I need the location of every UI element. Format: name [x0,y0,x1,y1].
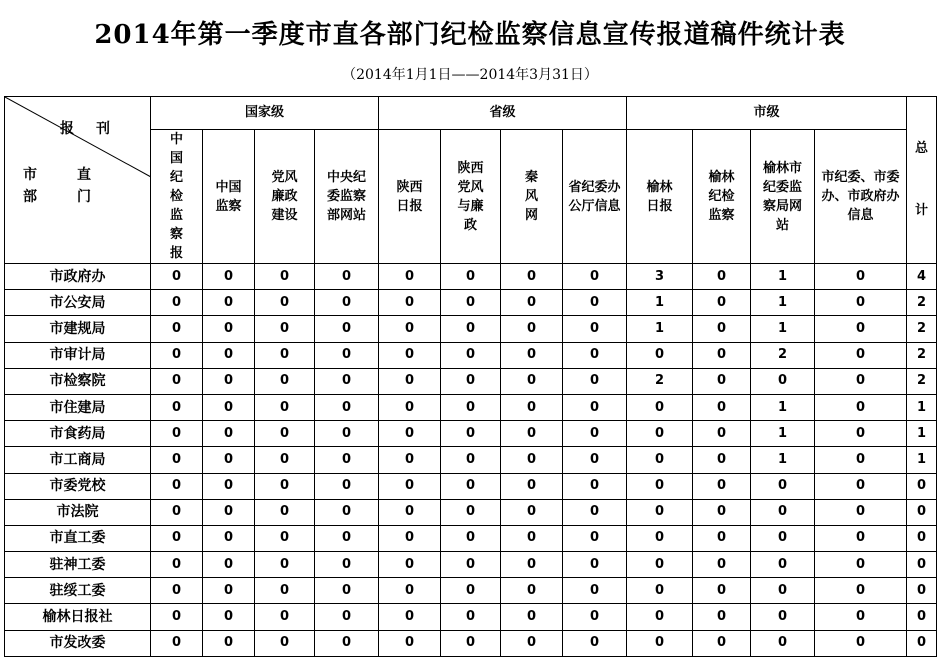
count-cell: 1 [751,290,815,316]
count-cell: 0 [501,394,563,420]
count-cell: 0 [441,447,501,473]
col-header: 中央纪委监察部网站 [315,130,379,264]
count-cell: 0 [563,473,627,499]
total-cell: 2 [907,316,937,342]
count-cell: 0 [315,525,379,551]
count-cell: 0 [501,421,563,447]
department-name: 市委党校 [5,473,151,499]
count-cell: 0 [379,525,441,551]
group-city: 市级 [627,97,907,130]
count-cell: 0 [693,447,751,473]
count-cell: 0 [501,604,563,630]
count-cell: 0 [315,394,379,420]
count-cell: 0 [751,630,815,656]
count-cell: 0 [751,578,815,604]
count-cell: 0 [563,394,627,420]
count-cell: 1 [751,264,815,290]
count-cell: 0 [441,421,501,447]
count-cell: 0 [563,421,627,447]
count-cell: 0 [315,342,379,368]
group-provincial: 省级 [379,97,627,130]
count-cell: 0 [255,473,315,499]
count-cell: 0 [203,264,255,290]
table-row [5,473,937,499]
count-cell: 0 [815,342,907,368]
count-cell: 0 [441,578,501,604]
table-row [5,499,937,525]
count-cell: 0 [151,604,203,630]
count-cell: 0 [151,290,203,316]
count-cell: 0 [501,264,563,290]
count-cell: 0 [315,578,379,604]
col-header: 榆林纪检监察 [693,130,751,264]
total-cell: 2 [907,368,937,394]
count-cell: 0 [627,604,693,630]
count-cell: 0 [203,525,255,551]
count-cell: 0 [441,525,501,551]
count-cell: 0 [255,447,315,473]
count-cell: 0 [203,421,255,447]
count-cell: 0 [203,316,255,342]
table-row [5,447,937,473]
count-cell: 0 [203,604,255,630]
table-row [5,630,937,656]
count-cell: 0 [151,473,203,499]
count-cell: 0 [151,264,203,290]
count-cell: 0 [563,578,627,604]
department-name: 市检察院 [5,368,151,394]
col-header: 市纪委、市委办、市政府办信息 [815,130,907,264]
count-cell: 0 [203,473,255,499]
count-cell: 1 [751,421,815,447]
count-cell: 0 [815,316,907,342]
count-cell: 0 [379,499,441,525]
count-cell: 0 [203,368,255,394]
count-cell: 0 [441,604,501,630]
count-cell: 0 [501,368,563,394]
col-header: 中国监察 [203,130,255,264]
total-cell: 1 [907,421,937,447]
count-cell: 0 [815,290,907,316]
count-cell: 0 [379,578,441,604]
table-row [5,421,937,447]
count-cell: 0 [563,316,627,342]
department-name: 市建规局 [5,316,151,342]
count-cell: 0 [315,368,379,394]
count-cell: 0 [151,421,203,447]
count-cell: 0 [563,447,627,473]
count-cell: 0 [501,316,563,342]
count-cell: 0 [379,604,441,630]
count-cell: 0 [379,394,441,420]
count-cell: 0 [693,473,751,499]
count-cell: 1 [751,447,815,473]
count-cell: 0 [627,421,693,447]
department-name: 市法院 [5,499,151,525]
total-cell: 0 [907,499,937,525]
total-cell: 2 [907,290,937,316]
count-cell: 0 [379,316,441,342]
count-cell: 0 [815,578,907,604]
count-cell: 0 [379,552,441,578]
count-cell: 0 [693,368,751,394]
table-row [5,368,937,394]
count-cell: 0 [693,578,751,604]
count-cell: 0 [203,290,255,316]
count-cell: 0 [441,499,501,525]
count-cell: 0 [815,421,907,447]
count-cell: 0 [203,394,255,420]
count-cell: 0 [693,630,751,656]
page-title: 2014年第一季度市直各部门纪检监察信息宣传报道稿件统计表 [94,20,846,50]
count-cell: 0 [379,368,441,394]
col-header: 中国纪检监察报 [151,130,203,264]
count-cell: 0 [815,552,907,578]
count-cell: 1 [627,316,693,342]
corner-header [5,97,151,264]
count-cell: 0 [563,525,627,551]
count-cell: 0 [255,394,315,420]
count-cell: 0 [255,499,315,525]
count-cell: 0 [203,552,255,578]
count-cell: 0 [815,368,907,394]
count-cell: 0 [693,421,751,447]
department-name: 市发改委 [5,630,151,656]
count-cell: 0 [815,525,907,551]
count-cell: 0 [315,447,379,473]
total-cell: 1 [907,394,937,420]
count-cell: 0 [627,525,693,551]
count-cell: 0 [627,473,693,499]
total-cell: 2 [907,342,937,368]
count-cell: 0 [501,473,563,499]
table-row [5,394,937,420]
department-name: 驻神工委 [5,552,151,578]
count-cell: 0 [379,342,441,368]
department-name: 驻绥工委 [5,578,151,604]
count-cell: 0 [815,499,907,525]
count-cell: 1 [751,316,815,342]
count-cell: 0 [501,499,563,525]
count-cell: 0 [441,630,501,656]
count-cell: 0 [693,290,751,316]
count-cell: 0 [815,447,907,473]
col-header: 省纪委办公厅信息 [563,130,627,264]
count-cell: 0 [151,342,203,368]
count-cell: 0 [255,604,315,630]
department-name: 市工商局 [5,447,151,473]
count-cell: 0 [315,552,379,578]
group-national: 国家级 [151,97,379,130]
count-cell: 0 [563,552,627,578]
count-cell: 0 [501,342,563,368]
count-cell: 0 [379,421,441,447]
count-cell: 0 [751,368,815,394]
count-cell: 0 [315,264,379,290]
corner-label-department: 部门 [23,189,131,205]
count-cell: 0 [563,368,627,394]
count-cell: 0 [627,630,693,656]
count-cell: 0 [441,264,501,290]
count-cell: 0 [563,499,627,525]
count-cell: 0 [693,604,751,630]
count-cell: 2 [627,368,693,394]
count-cell: 0 [379,447,441,473]
count-cell: 0 [441,316,501,342]
count-cell: 0 [315,630,379,656]
count-cell: 0 [693,342,751,368]
count-cell: 0 [627,394,693,420]
count-cell: 0 [379,264,441,290]
count-cell: 0 [627,447,693,473]
count-cell: 0 [379,290,441,316]
count-cell: 0 [815,604,907,630]
statistics-table [4,96,937,657]
count-cell: 0 [151,368,203,394]
table-row [5,525,937,551]
col-header: 秦风网 [501,130,563,264]
col-header: 榆林日报 [627,130,693,264]
col-header: 党风廉政建设 [255,130,315,264]
count-cell: 0 [255,368,315,394]
count-cell: 0 [563,342,627,368]
count-cell: 0 [627,342,693,368]
department-name: 榆林日报社 [5,604,151,630]
count-cell: 0 [379,630,441,656]
date-range: （2014年1月1日——2014年3月31日） [342,67,598,83]
table-row [5,290,937,316]
count-cell: 0 [151,499,203,525]
table-row [5,316,937,342]
col-header: 陕西日报 [379,130,441,264]
department-name: 市住建局 [5,394,151,420]
count-cell: 0 [693,316,751,342]
count-cell: 0 [627,578,693,604]
count-cell: 0 [563,290,627,316]
table-row [5,264,937,290]
table-row [5,552,937,578]
count-cell: 0 [315,473,379,499]
count-cell: 0 [501,578,563,604]
col-header: 陕西党风与廉政 [441,130,501,264]
count-cell: 0 [203,342,255,368]
table-body [5,264,937,657]
count-cell: 0 [315,290,379,316]
total-cell: 1 [907,447,937,473]
count-cell: 0 [693,264,751,290]
count-cell: 0 [151,552,203,578]
count-cell: 0 [441,394,501,420]
department-name: 市公安局 [5,290,151,316]
table-row [5,342,937,368]
corner-label-publication: 报刊 [60,121,132,137]
count-cell: 0 [501,552,563,578]
count-cell: 0 [255,316,315,342]
count-cell: 0 [563,604,627,630]
count-cell: 0 [379,473,441,499]
count-cell: 0 [501,630,563,656]
count-cell: 1 [627,290,693,316]
count-cell: 0 [315,604,379,630]
count-cell: 0 [693,394,751,420]
count-cell: 0 [815,264,907,290]
total-cell: 4 [907,264,937,290]
count-cell: 0 [627,552,693,578]
table-row [5,578,937,604]
count-cell: 0 [751,552,815,578]
count-cell: 0 [693,499,751,525]
count-cell: 0 [441,473,501,499]
count-cell: 0 [255,421,315,447]
count-cell: 0 [203,447,255,473]
count-cell: 0 [151,447,203,473]
count-cell: 0 [151,394,203,420]
group-total: 总计 [907,97,937,264]
total-cell: 0 [907,473,937,499]
corner-diagonal [5,97,151,227]
count-cell: 0 [255,342,315,368]
count-cell: 0 [501,447,563,473]
count-cell: 0 [815,394,907,420]
table-row [5,604,937,630]
count-cell: 0 [151,525,203,551]
department-name: 市直工委 [5,525,151,551]
count-cell: 0 [751,604,815,630]
count-cell: 0 [315,499,379,525]
count-cell: 1 [751,394,815,420]
department-name: 市审计局 [5,342,151,368]
count-cell: 0 [255,525,315,551]
count-cell: 0 [255,552,315,578]
count-cell: 0 [203,630,255,656]
count-cell: 0 [501,290,563,316]
count-cell: 0 [751,499,815,525]
count-cell: 0 [255,264,315,290]
count-cell: 0 [255,290,315,316]
count-cell: 0 [203,578,255,604]
count-cell: 0 [627,499,693,525]
count-cell: 0 [441,342,501,368]
total-cell: 0 [907,630,937,656]
count-cell: 0 [151,630,203,656]
count-cell: 0 [255,630,315,656]
count-cell: 0 [693,552,751,578]
count-cell: 0 [693,525,751,551]
count-cell: 0 [315,316,379,342]
col-header: 榆林市纪委监察局网站 [751,130,815,264]
corner-label-city: 市直 [23,167,131,183]
count-cell: 0 [441,368,501,394]
count-cell: 0 [815,630,907,656]
count-cell: 0 [315,421,379,447]
count-cell: 0 [203,499,255,525]
count-cell: 0 [563,264,627,290]
count-cell: 0 [151,316,203,342]
count-cell: 3 [627,264,693,290]
count-cell: 2 [751,342,815,368]
total-cell: 0 [907,525,937,551]
count-cell: 0 [501,525,563,551]
count-cell: 0 [255,578,315,604]
count-cell: 0 [441,290,501,316]
count-cell: 0 [815,473,907,499]
total-cell: 0 [907,552,937,578]
count-cell: 0 [751,473,815,499]
count-cell: 0 [151,578,203,604]
count-cell: 0 [441,552,501,578]
total-cell: 0 [907,578,937,604]
department-name: 市政府办 [5,264,151,290]
count-cell: 0 [751,525,815,551]
count-cell: 0 [563,630,627,656]
department-name: 市食药局 [5,421,151,447]
total-cell: 0 [907,604,937,630]
